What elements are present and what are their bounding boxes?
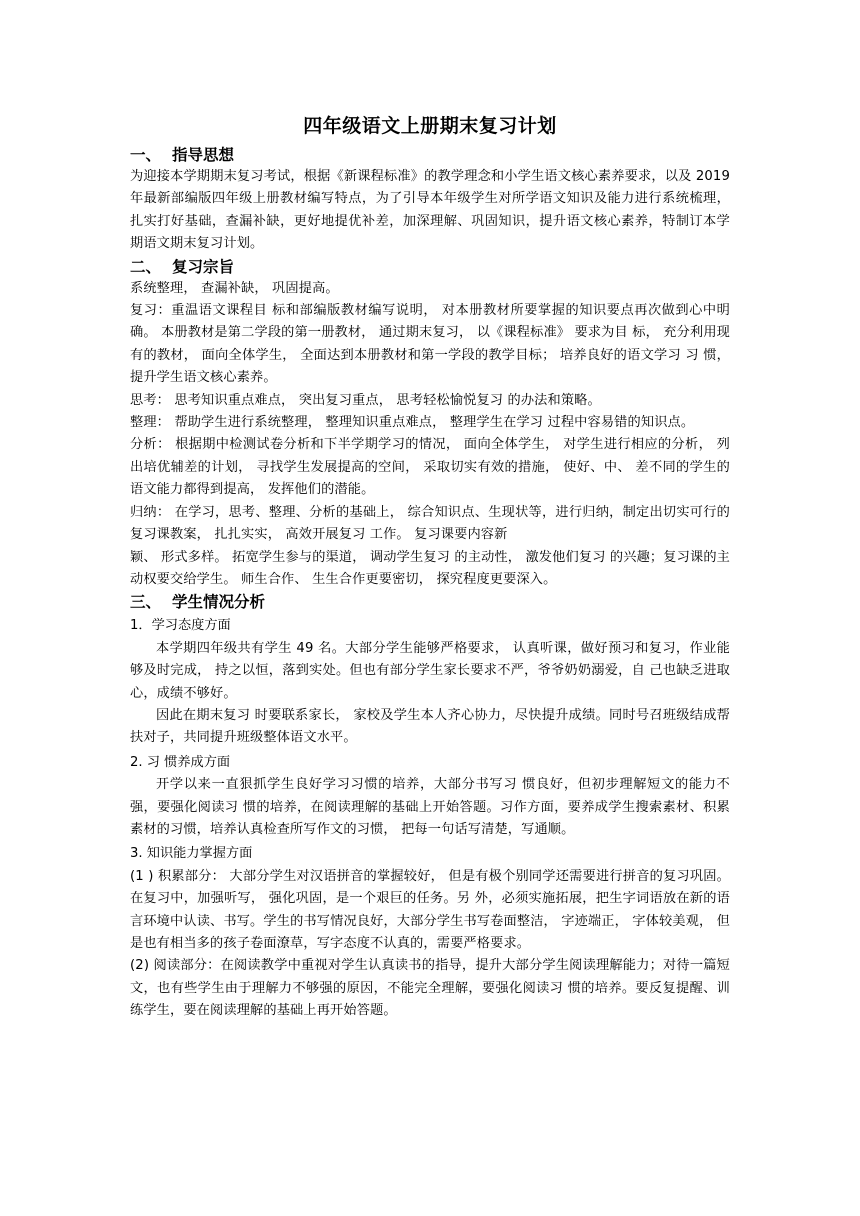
paragraph: 为迎接本学期期末复习考试，根据《新课程标准》的教学理念和小学生语文核心素养要求，以及 2019 年最新部编版四年级上册教材编写特点，为了引导本年级学生对所学语文知识及能力进行系统梳理，扎实打好基础，查漏补缺，更好地提优补差，加深理解、巩固知识，提升语文核心素养，特制订本学期语文期末复习计划。: [130, 169, 730, 252]
paragraph: 颖、 形式多样。 拓宽学生参与的渠道， 调动学生复习 的主动性， 激发他们复习 的兴趣；复习课的主动权要交给学生。 师生合作、 生生合作更要密切， 探究程度更要深入。: [130, 549, 730, 587]
document-page: [130, 112, 730, 1023]
paragraph: 归纳： 在学习，思考、整理、分析的基础上， 综合知识点、生现状等，进行归纳，制定出切实可行的复习课教案， 扎扎实实， 高效开展复习 工作。 复习课要内容新: [130, 504, 730, 543]
paragraph: 因此在期末复习 时要联系家长， 家校及学生本人齐心协力，尽快提升成绩。同时号召班级结成帮扶对子，共同提升班级整体语文水平。: [130, 707, 730, 746]
paragraph: 思考： 思考知识重点难点， 突出复习重点， 思考轻松愉悦复习 的办法和策略。: [130, 392, 601, 408]
subheading: 2. 习 惯养成方面: [130, 754, 231, 770]
section-heading-review-purpose: [130, 256, 730, 278]
section-title: 指导思想: [172, 146, 235, 164]
section-number: 三、: [130, 593, 162, 612]
section-heading-student-analysis: [130, 591, 730, 613]
document-title: 四年级语文上册期末复习计划: [303, 115, 557, 137]
paragraph: (1 ) 积累部分： 大部分学生对汉语拼音的掌握较好， 但是有极个别同学还需要进行拼音的复习巩固。 在复习中，加强听写， 强化巩固，是一个艰巨的任务。另 外，必须实施拓展，把生字词语放在新的语言环境中认读、书写。学生的书写情况良好，大部分学生书写卷面整洁， 字迹端正， 字体较美观， 但是也有相当多的孩子卷面潦草，写字态度不认真的，需要严格要求。: [130, 868, 730, 951]
subheading: 3. 知识能力掌握方面: [130, 846, 253, 862]
paragraph: 系统整理， 查漏补缺， 巩固提高。: [130, 280, 339, 296]
subheading: 1．学习态度方面: [130, 618, 231, 634]
section-number: 二、: [130, 257, 162, 276]
section-number: 一、: [130, 146, 162, 164]
section-heading-guiding-ideology: [130, 144, 730, 166]
paragraph: (2) 阅读部分：在阅读教学中重视对学生认真读书的指导，提升大部分学生阅读理解能力；对待一篇短文，也有些学生由于理解力不够强的原因，不能完全理解，要强化阅读习 惯的培养。要反复提醒、训练学生，要在阅读理解的基础上再开始答题。: [130, 958, 730, 1019]
paragraph: 复习：重温语文课程目 标和部编版教材编写说明， 对本册教材所要掌握的知识要点再次做到心中明确。 本册教材是第二学段的第一册教材， 通过期末复习， 以《课程标准》 要求为目 标， 充分利用现有的教材， 面向全体学生， 全面达到本册教材和第一学段的教学目标； 培养良好的语文学习 习 惯， 提升学生语文核心素养。: [130, 303, 730, 386]
paragraph: 分析： 根据期中检测试卷分析和下半学期学习的情况， 面向全体学生， 对学生进行相应的分析， 列出培优辅差的计划， 寻找学生发展提高的空间， 采取切实有效的措施， 使好、中、 差不同的学生的语文能力都得到提高， 发挥他们的潜能。: [130, 437, 730, 498]
paragraph: 开学以来一直狠抓学生良好学习习惯的培养，大部分书写习 惯良好，但初步理解短文的能力不强，要强化阅读习 惯的培养，在阅读理解的基础上开始答题。习作方面，要养成学生搜索素材、积累素材的习惯，培养认真检查所写作文的习惯， 把每一句话写清楚，写通顺。: [130, 777, 730, 837]
paragraph: 整理： 帮助学生进行系统整理， 整理知识重点难点， 整理学生在学习 过程中容易错的知识点。: [130, 415, 695, 431]
paragraph: 本学期四年级共有学生 49 名。大部分学生能够严格要求， 认真听课，做好预习和复习，作业能够及时完成， 持之以恒，落到实处。但也有部分学生家长要求不严，爷爷奶奶溺爱，自 己也缺乏进取心，成绩不够好。: [130, 640, 730, 701]
section-title: 学生情况分析: [172, 593, 266, 612]
section-title: 复习宗旨: [172, 257, 235, 276]
